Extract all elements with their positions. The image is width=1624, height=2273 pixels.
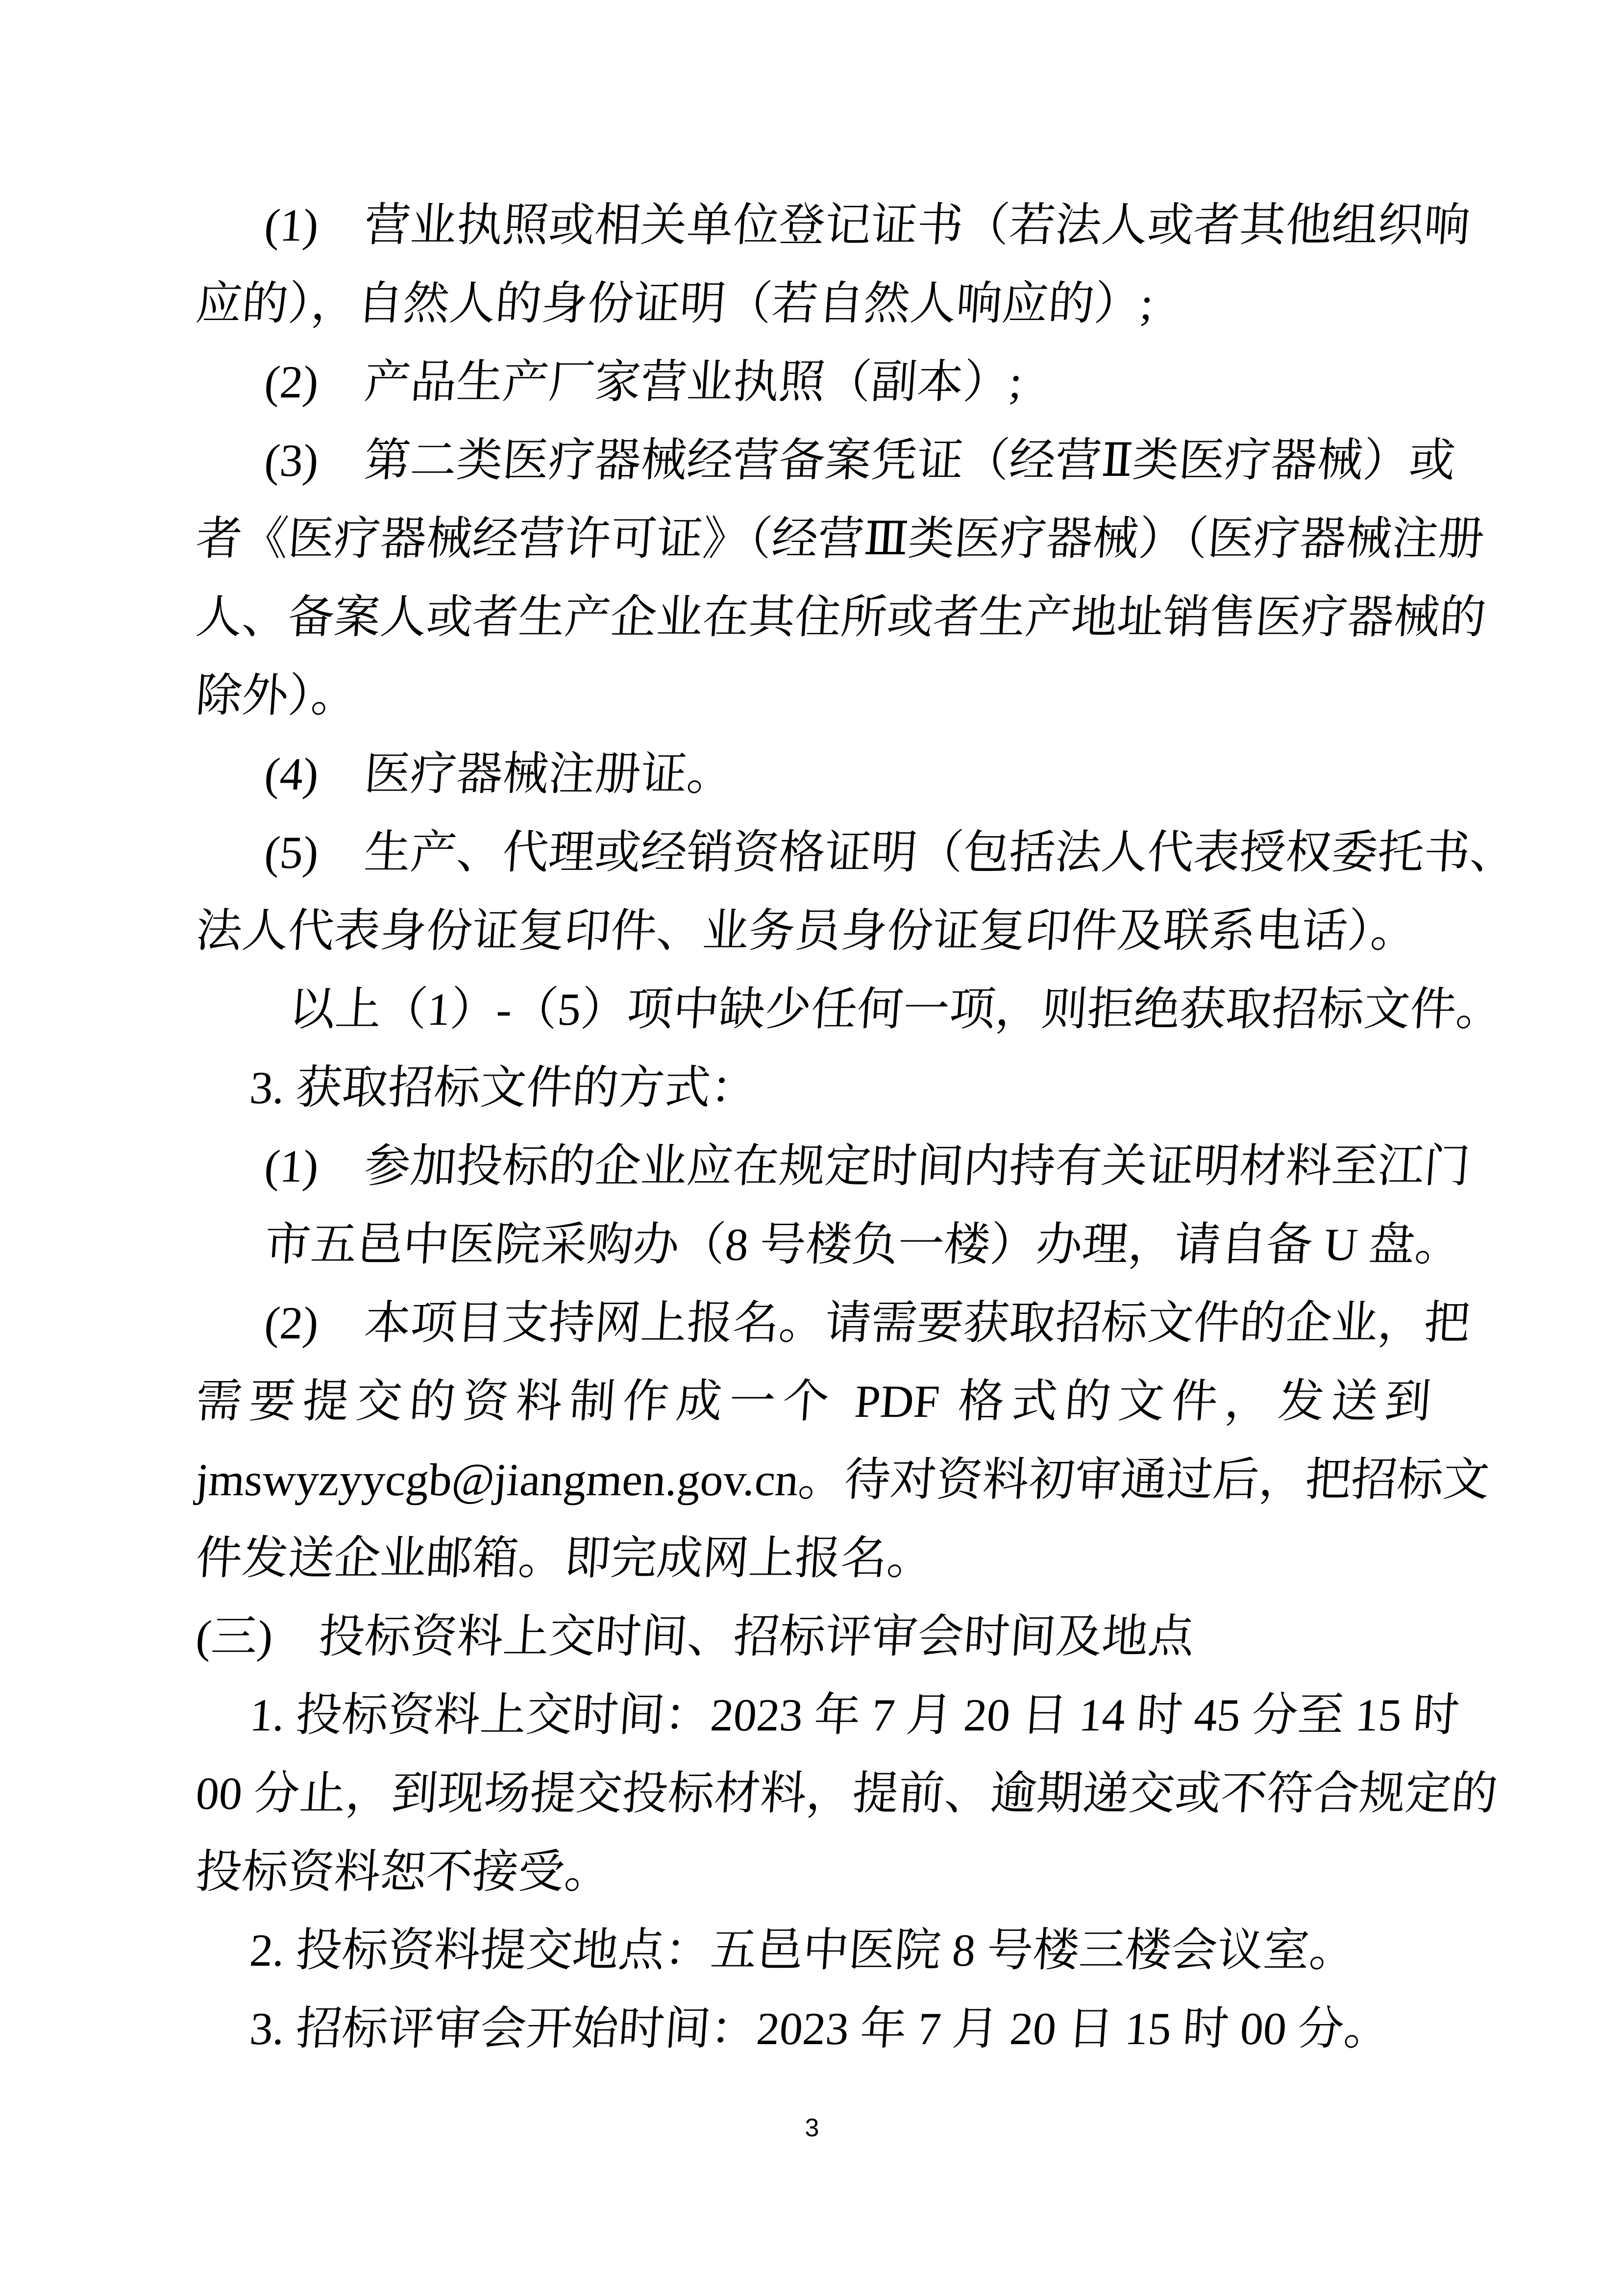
document-line: (1) 营业执照或相关单位登记证书（若法人或者其他组织响 bbox=[263, 200, 1472, 251]
document-line: 1. 投标资料上交时间：2023 年 7 月 20 日 14 时 45 分至 15 时 bbox=[248, 1690, 1461, 1741]
document-line: 需要提交的资料制作成一个 PDF 格式的文件，发送到 bbox=[194, 1376, 1433, 1427]
document-line: 投标资料恕不接受。 bbox=[194, 1847, 613, 1898]
document-line: (2) 产品生产厂家营业执照（副本）; bbox=[263, 357, 1024, 408]
document-line: 者《医疗器械经营许可证》（经营Ⅲ类医疗器械）（医疗器械注册 bbox=[194, 514, 1486, 565]
document-line: jmswyzyycgb@jiangmen.gov.cn。待对资料初审通过后，把招标文 bbox=[194, 1455, 1491, 1506]
document-line: 应的），自然人的身份证明（若自然人响应的）; bbox=[194, 278, 1155, 329]
document-line: 除外）。 bbox=[194, 670, 359, 721]
document-line: (2) 本项目支持网上报名。请需要获取招标文件的企业，把 bbox=[263, 1298, 1472, 1349]
document-body bbox=[194, 186, 1518, 2068]
document-line: 2. 投标资料提交地点：五邑中医院 8 号楼三楼会议室。 bbox=[248, 1925, 1357, 1976]
document-line: (1) 参加投标的企业应在规定时间内持有关证明材料至江门 bbox=[263, 1141, 1472, 1192]
document-line: 件发送企业邮箱。即完成网上报名。 bbox=[194, 1533, 935, 1584]
document-line: 3. 获取招标文件的方式： bbox=[248, 1062, 759, 1113]
document-line: 法人代表身份证复印件、业务员身份证复印件及联系电话）。 bbox=[194, 906, 1419, 957]
document-line: (5) 生产、代理或经销资格证明（包括法人代表授权委托书、 bbox=[263, 827, 1518, 878]
document-line: 3. 招标评审会开始时间：2023 年 7 月 20 日 15 时 00 分。 bbox=[248, 2003, 1392, 2054]
document-line: 市五邑中医院采购办（8 号楼负一楼）办理，请自备 U 盘。 bbox=[263, 1219, 1463, 1270]
document-line: 00 分止，到现场提交投标材料，提前、逾期递交或不符合规定的 bbox=[194, 1768, 1500, 1819]
document-line: 人、备案人或者生产企业在其住所或者生产地址销售医疗器械的 bbox=[194, 592, 1488, 643]
page-number: 3 bbox=[805, 2114, 819, 2142]
document-line: 以上（1）-（5）项中缺少任何一项，则拒绝获取招标文件。 bbox=[287, 984, 1504, 1035]
document-line: (4) 医疗器械注册证。 bbox=[263, 749, 735, 800]
document-line: (三) 投标资料上交时间、招标评审会时间及地点 bbox=[194, 1611, 1196, 1662]
document-line: (3) 第二类医疗器械经营备案凭证（经营Ⅱ类医疗器械）或 bbox=[263, 435, 1457, 486]
